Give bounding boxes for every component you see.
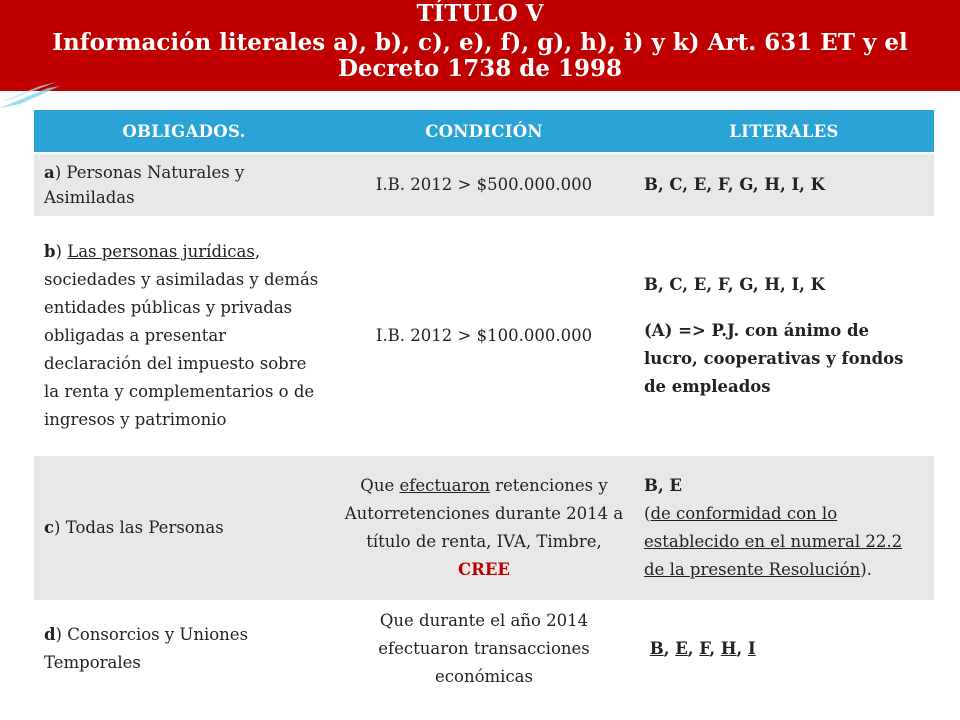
obligados-cell: b) Las personas jurídicas, sociedades y asimiladas y demás entidades públicas y privadas obligadas a presentar declaración del impuesto sobre la renta y complementarios o de ingresos y patrimonio [34,217,334,455]
condicion-cell: I.B. 2012 > $100.000.000 [334,217,634,455]
condicion-cell: Que efectuaron retenciones y Autorretenciones durante 2014 a título de renta, IVA, Timbre, CREE [334,455,634,601]
column-header-literales: LITERALES [634,110,934,153]
obligados-table [34,110,934,698]
condicion-cell: I.B. 2012 > $500.000.000 [334,153,634,217]
obligados-cell: c) Todas las Personas [34,455,334,601]
slide-title: TÍTULO V [416,0,544,27]
literales-note: (de conformidad con lo establecido en el numeral 22.2 de la presente Resolución). [644,504,903,579]
literales-cell: B, E (de conformidad con lo establecido en el numeral 22.2 de la presente Resolución). [634,455,934,601]
title-banner [0,0,960,91]
obligados-cell: d) Consorcios y Uniones Temporales [34,601,334,697]
slide-subtitle: Información literales a), b), c), e), f), g), h), i) y k) Art. 631 ET y el Decreto 1738 de 1998 [52,29,908,82]
row-letter: c [44,518,55,537]
literales-cell: B, C, E, F, G, H, I, K (A) => P.J. con ánimo de lucro, cooperativas y fondos de empleados [634,217,934,455]
table-row [34,217,934,455]
decorative-swoosh [0,80,60,110]
row-letter: d [44,625,56,644]
table-row [34,153,934,217]
literales-note: (A) => P.J. con ánimo de lucro, cooperativas y fondos de empleados [644,321,904,396]
cree-highlight: CREE [458,560,510,579]
condicion-cell: Que durante el año 2014 efectuaron transacciones económicas [334,601,634,697]
obligados-cell: a) Personas Naturales y Asimiladas [34,153,334,217]
table-row [34,455,934,601]
column-header-obligados: OBLIGADOS. [34,110,334,153]
table-row [34,601,934,697]
table-header-row [34,110,934,153]
row-letter: a [44,163,55,182]
literales-cell: B, E, F, H, I [634,601,934,697]
literales-cell: B, C, E, F, G, H, I, K [634,153,934,217]
column-header-condicion: CONDICIÓN [334,110,634,153]
row-letter: b [44,242,56,261]
